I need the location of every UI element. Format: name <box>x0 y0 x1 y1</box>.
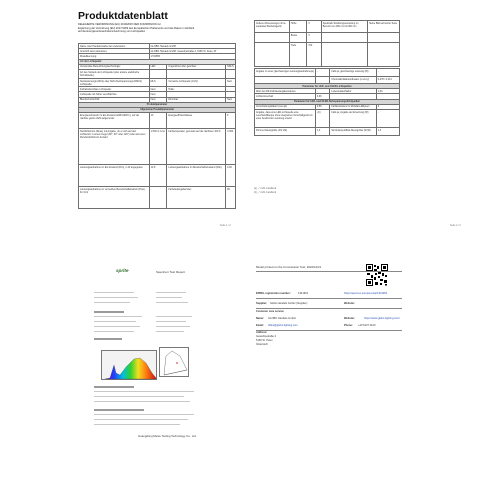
table-row: Leistungsaufnahme im vernetzten Bereitschaftsbetrieb (Pnet) für CLS - Farbwiedergabeindex 80 <box>79 187 236 209</box>
report-footer: Guangdong Mexie Testing Technology Co., Ltd <box>138 434 196 438</box>
address-label: Address: <box>256 331 268 334</box>
supplier-value: Globo Handels GmbH (Supplier) <box>270 302 308 305</box>
table-row: Lichtstromerhalt 0,96 <box>255 94 400 99</box>
company-logo: sprite <box>116 268 129 273</box>
dimensions-table <box>254 20 400 67</box>
field-line <box>94 419 188 420</box>
table-row: Energieverbrauch im Ein-Zustand (kWh/1000 h), auf die nächste ganze Zahl aufgerundet 13 Energieeffizienzklasse F <box>79 113 236 129</box>
table-section: Parameter für LED- und OLED-Lichtquellen <box>255 84 400 89</box>
field-line <box>94 302 130 303</box>
supplier-label: Supplier: <box>256 302 268 305</box>
divider <box>256 330 402 331</box>
field-line <box>94 331 134 332</box>
table-row: Äußere Abmessungen ohne separates Betriebsgerät Höhe 3 Spektrale Strahlungsverteilung im Bereich von 250 nm bis 800 nm Siehe Bild auf letzter Seite <box>255 21 400 33</box>
field-line <box>156 297 182 298</box>
table-row: Netzspannungs-(MLS) oder Nicht-Netzspannungs-(NMLS) Lichtquelle: MLS Vernetzte Lichtquelle (CLS): Nein <box>79 78 236 86</box>
qr-code-icon <box>366 264 388 286</box>
table-row: Chromatizitätskoordinaten (x und y) 0,478 / 0,413 <box>255 77 400 84</box>
table-row: Flimmer-Messgröße (Pst LM) 1,0 Stroboskop-Effekt-Messgröße (SVM) 1,3 <box>255 127 400 135</box>
eprel-link[interactable]: https://eprel.ec.europa.eu/qr/1341951 <box>344 292 388 295</box>
field-line <box>156 321 186 322</box>
table-row: Art des Sockels der Lichtquelle (oder andere elektrische Schnittstelle): <box>79 69 236 78</box>
table-section: Art der Lichtquelle: <box>79 59 236 64</box>
product-parameter-table <box>78 43 236 209</box>
table-row: Lichtquelle mit hoher Leuchtdichte: Nein <box>79 92 236 97</box>
table-row: Name oder Handelsmarke des Lieferanten: GLOBO Handels GmbH <box>79 44 236 49</box>
field-line <box>94 297 138 298</box>
table-row: Breite 3 <box>255 33 400 43</box>
field-line <box>94 321 136 322</box>
subtitle-line: auf die Energieverbrauchskennzeichnung von Lichtquellen <box>78 30 146 33</box>
table-row: Modellkennung: 1734655 <box>79 54 236 59</box>
spectrum-graph <box>101 350 157 380</box>
divider <box>256 308 402 309</box>
table-row: Nutzlichtstrom (Φuse) mit Angabe, ob er sich auf den Lichtstrom in einem Kegel (60°, 90° oder 120°) oder auf einen Rundumlichtstrom bezieht 1 800 in rund Farbtemperatur, gerundet auf die nächsten 100 K 3 000 <box>79 129 236 165</box>
field-line <box>94 414 194 415</box>
table-row: Verwendete Beleuchtungstechnologie: LED Ungerichtet oder gerichtet: NDLS <box>80 65 234 69</box>
footnote: (b) „-" nicht zutreffend <box>254 192 277 194</box>
field-line <box>94 401 190 402</box>
page-title: Produktdatenblatt <box>78 10 168 22</box>
email-label: Email: <box>256 324 264 327</box>
field-line <box>156 326 190 327</box>
field-line <box>156 302 188 303</box>
page-number: Seite 1 / 2 <box>220 224 231 227</box>
table-row: Farbabstimmbare Lichtquelle: Nein Hülle: - <box>79 87 236 92</box>
website-label: Website: <box>344 317 355 320</box>
table-row: Angabe, dass eine LED-Lichtquelle eine Leuchtstofflampe ohne integriertes Vorschaltgerät mit einer bestimmten Leistung ersetzt -(b) Falls ja, Angabe der Ersetzung (W) - <box>255 109 400 127</box>
website-link[interactable]: https://www.globo-lighting.com/ <box>364 317 400 320</box>
table-section: Allgemeine Produktparameter <box>79 107 236 112</box>
table-section: Produktparameter <box>79 102 236 107</box>
address-line: Gewerbestraße 2 <box>256 335 277 338</box>
eprel-info-page <box>254 262 474 476</box>
divider <box>256 298 402 299</box>
divider <box>256 271 402 272</box>
regulation-subtitle <box>78 23 238 34</box>
section-heading-bar <box>94 338 122 340</box>
eprel-label: EPREL registration number: <box>256 292 291 295</box>
field-line <box>94 316 142 317</box>
footnote: (a) „-" nicht zutreffend <box>254 188 277 190</box>
website-label: Website: <box>344 302 355 305</box>
cie-chart <box>160 348 190 378</box>
field-line <box>156 331 184 332</box>
section-heading-bar <box>94 386 134 388</box>
address-line: Österreich <box>256 343 268 346</box>
table-row: Verschiebungsfaktor (cos φ1) 0,56 Farbkonsistenz in McAdam-Ellipsen 6 <box>255 104 400 109</box>
field-line <box>94 396 184 397</box>
customer-care-label: Customer care service <box>256 310 284 313</box>
table-row: Anschrift des Lieferanten: GLOBO Handels GmbH, Gewerbestraße 2, 5166 St. Peter, AT <box>79 49 236 54</box>
cie-diagram <box>159 347 189 377</box>
table-row: Blendschutzschild: Nein Dimmbar: Nein <box>79 97 236 102</box>
field-line <box>156 292 186 293</box>
eprel-number: 1341951 <box>298 292 309 295</box>
spectrum-report-page <box>6 262 238 476</box>
name-label: Name: <box>256 317 264 320</box>
spectrum-curve <box>102 351 158 381</box>
field-line <box>94 326 140 327</box>
table-row: Wert des R9-Farbwiedergabeindexes - Lebensdauerfaktor 1,00 <box>255 89 400 94</box>
phone-label: Phone: <box>344 324 353 327</box>
email-link[interactable]: office@globo-lighting.com <box>268 324 298 327</box>
field-line <box>94 292 134 293</box>
field-line <box>156 316 192 317</box>
name-value: GLOBO Handels GmbH <box>268 317 296 320</box>
page-number: Seite 2 / 2 <box>450 224 461 227</box>
subtitle-line: Ergänzung der Verordnung (EU) 2017/1369 des Europäischen Parlaments und des Rates im Hinblick <box>78 26 195 30</box>
section-heading-bar <box>94 311 124 313</box>
table-row: Leistungsaufnahme im Ein-Zustand (Pon), in W angegeben 12,8 Leistungsaufnahme im Bereitschaftszustand (Psb) 0,00 <box>79 165 236 187</box>
field-line <box>94 391 194 392</box>
table-section: Parameter für LED- und OLED-Netzspannungslichtquellen <box>255 99 400 104</box>
subtitle-line: DELEGIERTE VERORDNUNG (EU) 2019/2015 DER KOMMISSION zur <box>78 23 161 26</box>
datasheet-page-1 <box>6 4 238 232</box>
equivalent-power-table <box>254 68 400 136</box>
field-line <box>94 424 180 425</box>
datasheet-page-2 <box>254 4 474 232</box>
table-row: Tiefe 470 <box>255 43 400 67</box>
address-line: 5166 St. Peter <box>256 339 273 342</box>
page-header: Model printed on the Commission Test: 2022/12/21 <box>256 265 322 269</box>
phone-value: +43 6137 2100 <box>358 324 376 327</box>
report-title: Spectrum Test Report <box>156 270 185 274</box>
section-heading-bar <box>94 409 144 411</box>
table-row: Angabe zu einer gleichwertigen Leistungsaufnahme(a) - Falls ja, gleichwertige Leistung (W) - <box>255 69 400 77</box>
